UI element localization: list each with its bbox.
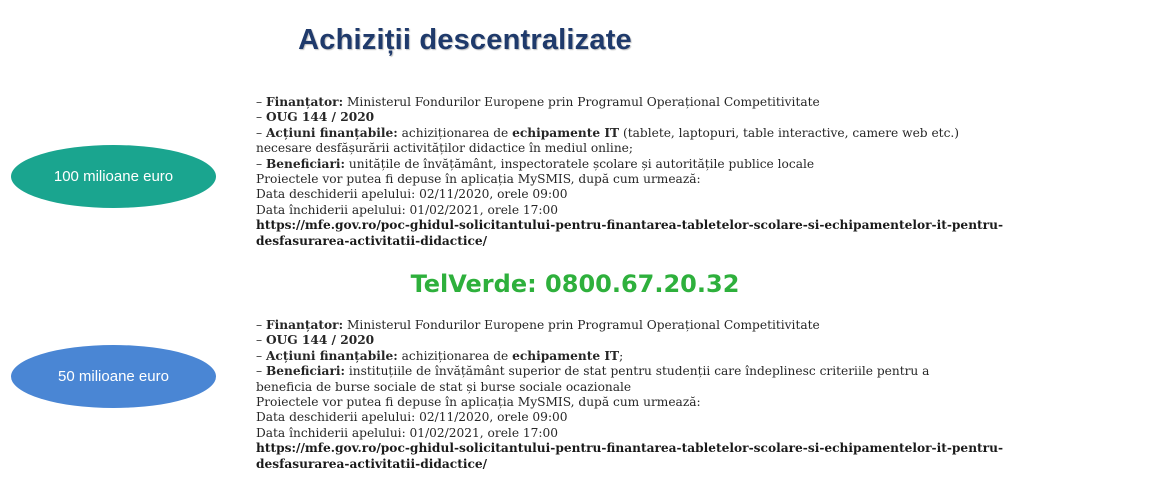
ghid-link[interactable] — [256, 218, 1004, 249]
program-details-1 — [256, 95, 1004, 249]
budget-badge-label: 100 milioane euro — [53, 168, 174, 185]
hotline-phone: TelVerde: 0800.67.20.32 — [410, 270, 740, 298]
oug-value: OUG 144 / 2020 — [265, 110, 375, 125]
budget-badge-label: 50 milioane euro — [58, 368, 169, 385]
beneficiari-line: – Beneficiari: instituțiile de învățământ superior de stat pentru studenții care îndeplinesc criteriile pentru a — [256, 364, 930, 379]
beneficiari-label: Beneficiari: — [265, 156, 345, 171]
finantator-value: Ministerul Fondurilor Europene prin Programul Operațional Competitivitate — [343, 95, 820, 109]
actiuni-post: (tablete, laptopuri, table interactive, camere web etc.) — [619, 125, 960, 140]
finantator-label: Finanțator: — [265, 95, 344, 109]
program-details-2 — [256, 318, 1004, 472]
actiuni-bold: echipamente IT — [512, 125, 620, 140]
actiuni-pre: achiziționarea de — [397, 125, 513, 140]
deschidere-line: Data deschiderii apelului: 02/11/2020, orele 09:00 — [256, 410, 568, 425]
ghid-link[interactable] — [256, 441, 1004, 472]
budget-badge-100m — [11, 145, 216, 208]
inchidere-line: Data închiderii apelului: 01/02/2021, orele 17:00 — [256, 202, 559, 217]
ghid-link-line-1[interactable]: https://mfe.gov.ro/poc-ghidul-solicitantului-pentru-finantarea-tabletelor-scolare-si-echipamentelor-it-pentru- — [256, 441, 1004, 456]
actiuni-post: ; — [619, 348, 624, 363]
actiuni-line: – Acțiuni finanțabile: achiziționarea de echipamente IT (tablete, laptopuri, table interactive, camere web etc.) — [256, 125, 960, 140]
finantator-value: Ministerul Fondurilor Europene prin Programul Operațional Competitivitate — [343, 318, 820, 332]
oug-line: – OUG 144 / 2020 — [256, 333, 375, 348]
finantator-line: – Finanțator: Ministerul Fondurilor Europene prin Programul Operațional Competitivitate — [256, 95, 820, 109]
beneficiari-value: unitățile de învățământ, inspectoratele școlare și autoritățile publice locale — [345, 156, 815, 171]
beneficiari-line-2: beneficia de burse sociale de stat și burse sociale ocazionale — [256, 379, 632, 394]
actiuni-pre: achiziționarea de — [397, 348, 513, 363]
actiuni-label: Acțiuni finanțabile: — [265, 125, 398, 140]
ghid-link-line-2[interactable]: desfasurarea-activitatii-didactice/ — [256, 233, 488, 248]
proiecte-line: Proiectele vor putea fi depuse în aplicația MySMIS, după cum urmează: — [256, 395, 701, 410]
page-title: Achiziții descentralizate — [298, 24, 632, 56]
ghid-link-line-2[interactable]: desfasurarea-activitatii-didactice/ — [256, 456, 488, 471]
oug-value: OUG 144 / 2020 — [265, 333, 375, 348]
budget-badge-50m — [11, 345, 216, 408]
beneficiari-value: instituțiile de învățământ superior de stat pentru studenții care îndeplinesc criteriile pentru a — [345, 364, 930, 379]
finantator-label: Finanțator: — [265, 318, 344, 332]
beneficiari-label: Beneficiari: — [265, 364, 345, 379]
finantator-line: – Finanțator: Ministerul Fondurilor Europene prin Programul Operațional Competitivitate — [256, 318, 820, 332]
actiuni-label: Acțiuni finanțabile: — [265, 348, 398, 363]
proiecte-line: Proiectele vor putea fi depuse în aplicația MySMIS, după cum urmează: — [256, 172, 701, 187]
actiuni-bold: echipamente IT — [512, 348, 620, 363]
inchidere-line: Data închiderii apelului: 01/02/2021, orele 17:00 — [256, 425, 559, 440]
deschidere-line: Data deschiderii apelului: 02/11/2020, orele 09:00 — [256, 187, 568, 202]
oug-line: – OUG 144 / 2020 — [256, 110, 375, 125]
ghid-link-line-1[interactable]: https://mfe.gov.ro/poc-ghidul-solicitantului-pentru-finantarea-tabletelor-scolare-si-echipamentelor-it-pentru- — [256, 218, 1004, 233]
beneficiari-line: – Beneficiari: unitățile de învățământ, inspectoratele școlare și autoritățile publice locale — [256, 156, 815, 171]
actiuni-line-2: necesare desfășurării activităților didactice în mediul online; — [256, 141, 633, 156]
actiuni-line: – Acțiuni finanțabile: achiziționarea de echipamente IT; — [256, 348, 624, 363]
